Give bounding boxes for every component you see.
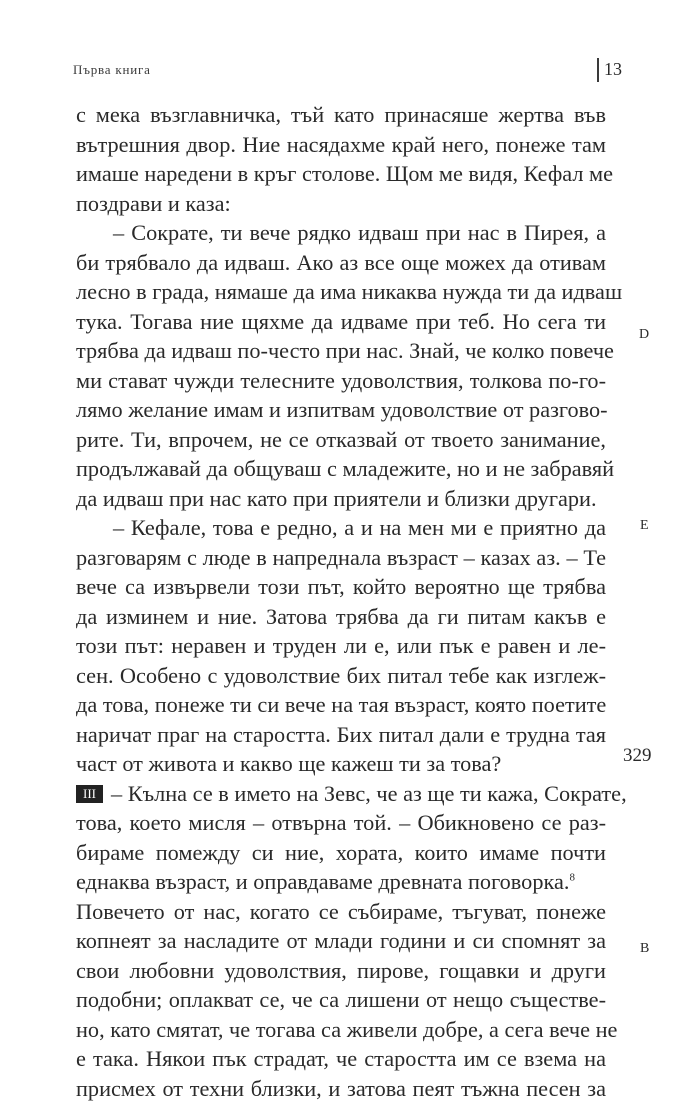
text-line: част от живота и какво ще кажеш ти за това? [76, 749, 606, 779]
text-line: сен. Особено с удоволствие бих питал тебе как изглеж- [76, 661, 606, 691]
text-line: вече са извървели този път, който вероятно ще трябва [76, 572, 606, 602]
text-line: вътрешния двор. Ние насядахме край него, понеже там [76, 130, 606, 160]
text-line: лямо желание имам и изпитвам удоволствие от разгово- [76, 395, 606, 425]
text-line: би трябвало да идваш. Ако аз все още можех да отивам [76, 248, 606, 278]
text-line: – Кефале, това е редно, а и на мен ми е приятно да [76, 513, 606, 543]
text-line-content: еднаква възраст, и оправдаваме древната поговорка. [76, 869, 569, 894]
text-line: рите. Ти, впрочем, не се отказвай от твоето занимание, [76, 425, 606, 455]
text-line: лесно в града, нямаше да има никаква нужда ти да идваш [76, 277, 606, 307]
text-line: е така. Някои пък страдат, че старостта им се взема на [76, 1044, 606, 1074]
text-line: този път: неравен и труден ли е, или пък е равен и ле- [76, 631, 606, 661]
page-number: 13 [604, 59, 622, 80]
running-title: Първа книга [73, 62, 151, 78]
text-line: да изминем и ние. Затова трябва да ги питам какъв е [76, 602, 606, 632]
text-line [76, 779, 606, 809]
text-line: да това, понеже ти си вече на тая възраст, която поетите [76, 690, 606, 720]
text-line: присмех от техни близки, и затова пеят тъжна песен за [76, 1074, 606, 1103]
text-line: разговарям с люде в напреднала възраст – казах аз. – Те [76, 543, 606, 573]
text-line: подобни; оплакват се, че са лишени от нещо съществе- [76, 985, 606, 1015]
text-line: тука. Тогава ние щяхме да идваме при теб. Но сега ти [76, 307, 606, 337]
text-line: Повечето от нас, когато се събираме, тъгуват, понеже [76, 897, 606, 927]
text-line: свои любовни удоволствия, пирове, гощавки и други [76, 956, 606, 986]
text-line: да идваш при нас като при приятели и близки другари. [76, 484, 606, 514]
footnote-reference[interactable]: 8 [569, 872, 575, 884]
text-line: но, като смятат, че тогава са живели добре, а сега вече не [76, 1015, 606, 1045]
stephanus-number: 329 [623, 745, 652, 767]
text-line: копнеят за насладите от млади години и си спомнят за [76, 926, 606, 956]
running-head [73, 62, 628, 92]
text-line: бираме помежду си ние, хората, които имаме почти [76, 838, 606, 868]
page-number-rule [597, 58, 599, 82]
text-line: трябва да идваш по-често при нас. Знай, че колко повече [76, 336, 606, 366]
text-line: с мека възглавничка, тъй като принасяше жертва във [76, 100, 606, 130]
text-line: – Сократе, ти вече рядко идваш при нас в Пирея, а [76, 218, 606, 248]
text-line: това, което мисля – отвърна той. – Обикновено се раз- [76, 808, 606, 838]
margin-marker-b: B [640, 941, 649, 957]
text-line: наричат праг на старостта. Бих питал дали е трудна тая [76, 720, 606, 750]
text-line: продължавай да общуваш с младежите, но и не забравяй [76, 454, 606, 484]
text-line [76, 867, 606, 897]
text-line: ми стават чужди телесните удоволствия, толкова по-го- [76, 366, 606, 396]
text-line-content: – Кълна се в името на Зевс, че аз ще ти кажа, Сократе, [111, 781, 627, 806]
margin-marker-e: E [640, 518, 649, 534]
chapter-marker: III [76, 785, 103, 803]
text-line: имаше наредени в кръг столове. Щом ме видя, Кефал ме [76, 159, 606, 189]
body-text [76, 100, 606, 1103]
margin-marker-d: D [639, 327, 649, 343]
text-line: поздрави и каза: [76, 189, 606, 219]
